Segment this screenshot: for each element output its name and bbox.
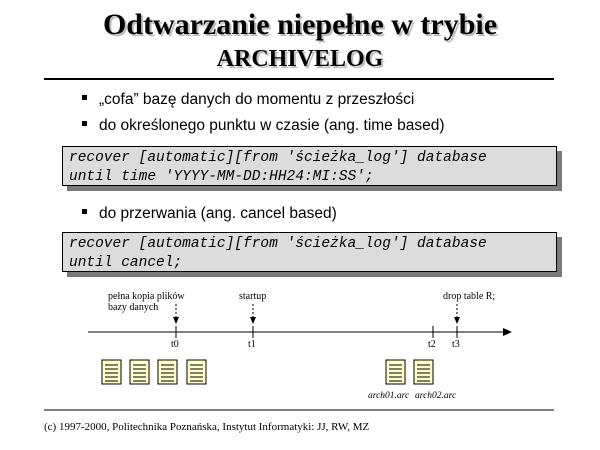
code-line: recover [automatic][from 'ścieżka_log'] database [69,236,487,252]
archive-log-file-icon [414,360,433,384]
event-label-drop: drop table R; [443,291,496,302]
slide-subtitle: ARCHIVELOG [216,46,384,72]
tick-label-t3: t3 [452,339,460,350]
timeline-arrowhead [503,328,512,336]
code-line: recover [automatic][from 'ścieżka_log'] database [69,150,487,166]
bullet-text: „cofa” bazę danych do momentu z przeszłości [99,91,415,108]
code-line: until time 'YYYY-MM-DD:HH24:MI:SS'; [69,169,374,185]
footer-copyright: (c) 1997-2000, Politechnika Poznańska, Instytut Informatyki: JJ, RW, MZ [44,421,370,433]
archive-file-label: arch01.arc [368,391,410,401]
backup-file-icon [158,360,177,384]
tick-label-t2: t2 [428,339,436,350]
event-arrowhead-drop [454,317,460,324]
event-label-startup: startup [239,291,267,302]
event-arrowhead-startup [250,317,256,324]
bullet-text: do określonego punktu w czasie (ang. time based) [99,117,445,134]
code-line: until cancel; [69,255,183,271]
backup-file-icon [130,360,149,384]
slide-title: Odtwarzanie niepełne w trybie [102,8,498,41]
archive-file-label: arch02.arc [415,391,457,401]
event-label-backup: pełna kopia plików bazy danych [108,291,185,313]
tick-label-t0: t0 [171,339,179,350]
bullet-text: do przerwania (ang. cancel based) [99,205,337,222]
event-arrowhead-backup [173,317,179,324]
tick-label-t1: t1 [248,339,256,350]
backup-file-icon [102,360,121,384]
backup-file-icon [187,360,206,384]
archive-log-file-icon [386,360,405,384]
